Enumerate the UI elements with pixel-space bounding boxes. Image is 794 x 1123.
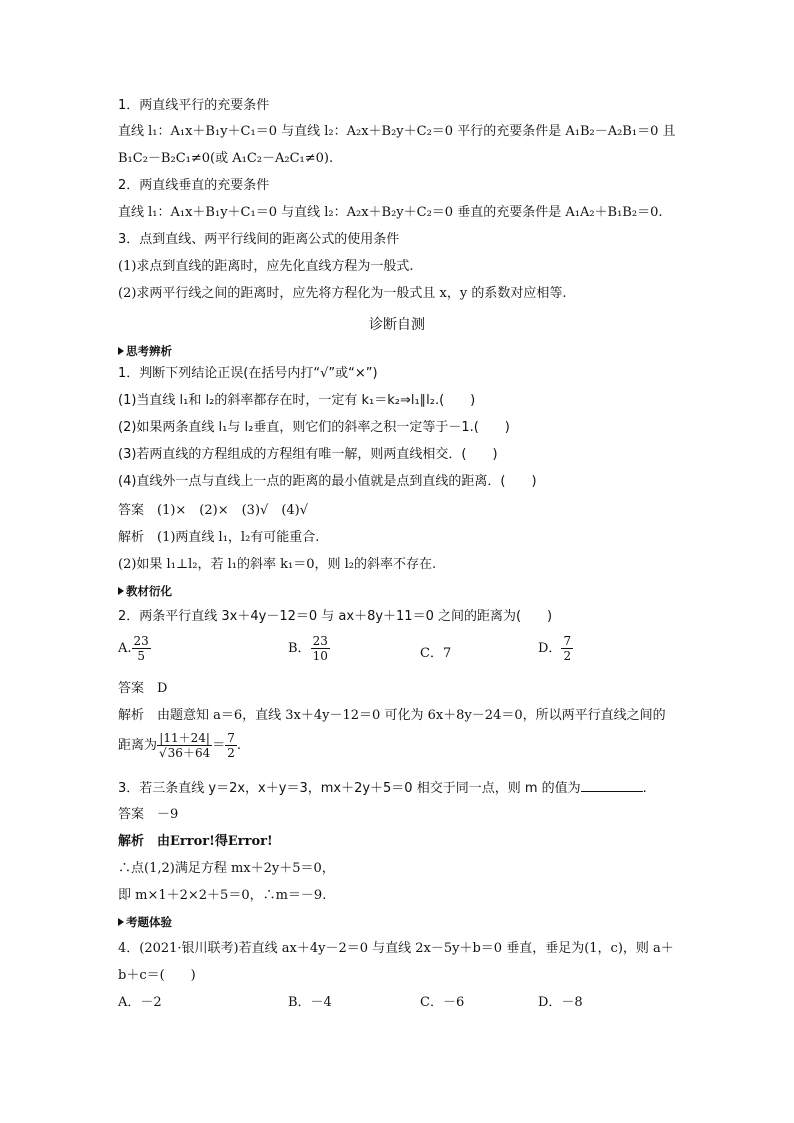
q1-explanation2: (2)如果 l₁⊥l₂，若 l₁的斜率 k₁＝0，则 l₂的斜率不存在. bbox=[118, 557, 437, 572]
q1-item1: (1)当直线 l₁和 l₂的斜率都存在时，一定有 k₁＝k₂⇒l₁∥l₂.( ) bbox=[118, 393, 476, 408]
q1-item2: (2)如果两条直线 l₁与 l₂垂直，则它们的斜率之积一定等于－1.( ) bbox=[118, 420, 510, 435]
answer-blank bbox=[581, 779, 643, 792]
point1-title: 1．两直线平行的充要条件 bbox=[118, 98, 270, 113]
section-label: 思考辨析 bbox=[126, 344, 172, 358]
option-label: D． bbox=[538, 641, 562, 656]
text: ＝ bbox=[212, 738, 226, 753]
section-label: 考题体验 bbox=[126, 915, 172, 929]
numerator: 23 bbox=[312, 634, 328, 648]
q2-answer: 答案 D bbox=[118, 681, 168, 696]
denominator: 5 bbox=[137, 649, 145, 663]
q2-stem: 2．两条平行直线 3x＋4y－12＝0 与 ax＋8y＋11＝0 之间的距离为( ) bbox=[118, 609, 553, 624]
q2-explanation2 bbox=[118, 731, 241, 761]
section-marker-thinking bbox=[118, 342, 172, 361]
section-title: 诊断自测 bbox=[369, 317, 425, 333]
section-label: 教材衍化 bbox=[126, 584, 172, 598]
sqrt-content: 36＋64 bbox=[167, 746, 211, 760]
q4-option-a: A．－2 bbox=[118, 995, 162, 1010]
point3-title: 3．点到直线、两平行线间的距离公式的使用条件 bbox=[118, 232, 400, 247]
q4-stem-line1: 4．(2021·银川联考)若直线 ax＋4y－2＝0 与直线 2x－5y＋b＝0 垂直，垂足为(1，c)，则 a＋ bbox=[118, 941, 674, 956]
fraction bbox=[311, 634, 330, 663]
point2-body: 直线 l₁：A₁x＋B₁y＋C₁＝0 与直线 l₂：A₂x＋B₂y＋C₂＝0 垂直的充要条件是 A₁A₂＋B₁B₂＝0. bbox=[118, 205, 663, 220]
text: . bbox=[642, 781, 647, 796]
numerator: |11＋24| bbox=[157, 731, 212, 746]
fraction bbox=[561, 634, 573, 663]
option-label: A. bbox=[118, 641, 132, 656]
q4-option-d: D．－8 bbox=[538, 995, 583, 1010]
numerator: 7 bbox=[227, 731, 235, 745]
fraction bbox=[157, 731, 212, 760]
triangle-marker-icon bbox=[118, 918, 124, 926]
q1-answer: 答案 (1)× (2)× (3)√ (4)√ bbox=[118, 503, 309, 518]
fraction bbox=[132, 634, 151, 663]
fraction bbox=[225, 731, 237, 760]
numerator: 7 bbox=[563, 634, 572, 648]
section-marker-exam bbox=[118, 913, 172, 932]
point1-body-line1: 直线 l₁：A₁x＋B₁y＋C₁＝0 与直线 l₂：A₂x＋B₂y＋C₂＝0 平行的充要条件是 A₁B₂－A₂B₁＝0 且 bbox=[118, 124, 676, 139]
text: . bbox=[236, 738, 242, 753]
q1-item3: (3)若两直线的方程组成的方程组有唯一解，则两直线相交．( ) bbox=[118, 447, 498, 462]
q4-option-b: B．－4 bbox=[288, 995, 332, 1010]
q2-explanation1: 解析 由题意知 a＝6，直线 3x＋4y－12＝0 可化为 6x＋8y－24＝0，所以两平行直线之间的 bbox=[118, 708, 666, 723]
q3-explanation2: ∴点(1,2)满足方程 mx＋2y＋5＝0， bbox=[118, 861, 335, 876]
triangle-marker-icon bbox=[118, 347, 124, 355]
denominator: 2 bbox=[227, 746, 235, 760]
numerator: 23 bbox=[133, 634, 149, 648]
q1-stem: 1．判断下列结论正误(在括号内打“√”或“×”) bbox=[118, 366, 378, 381]
q4-option-c: C．－6 bbox=[420, 995, 465, 1010]
q2-option-b bbox=[288, 634, 330, 663]
option-label: B． bbox=[288, 641, 311, 656]
q1-item4: (4)直线外一点与直线上一点的距离的最小值就是点到直线的距离．( ) bbox=[118, 474, 537, 489]
q4-stem-line2: b＋c＝( ) bbox=[118, 968, 196, 983]
text: 3．若三条直线 y＝2x，x＋y＝3，mx＋2y＋5＝0 相交于同一点，则 m 的值为 bbox=[118, 781, 581, 796]
text: 距离为 bbox=[118, 738, 158, 753]
q1-explanation1: 解析 (1)两直线 l₁，l₂有可能重合. bbox=[118, 530, 320, 545]
denominator: 10 bbox=[312, 649, 328, 663]
point3-item1: (1)求点到直线的距离时，应先化直线方程为一般式. bbox=[118, 259, 414, 274]
q2-option-c: C．7 bbox=[420, 646, 452, 661]
section-marker-textbook bbox=[118, 582, 172, 601]
q3-explanation1: 解析 由Error!得Error! bbox=[118, 834, 273, 849]
q3-explanation3: 即 m×1＋2×2＋5＝0，∴m＝－9. bbox=[118, 888, 327, 903]
q2-option-d bbox=[538, 634, 573, 663]
q3-answer: 答案 －9 bbox=[118, 807, 179, 822]
denominator: 2 bbox=[563, 649, 572, 663]
denominator: √36＋64 bbox=[159, 746, 211, 760]
point1-body-line2: B₁C₂－B₂C₁≠0(或 A₁C₂－A₂C₁≠0). bbox=[118, 151, 334, 166]
point2-title: 2．两直线垂直的充要条件 bbox=[118, 178, 270, 193]
point3-item2: (2)求两平行线之间的距离时，应先将方程化为一般式且 x，y 的系数对应相等. bbox=[118, 286, 567, 301]
q2-option-a bbox=[118, 634, 151, 663]
q3-stem bbox=[118, 779, 647, 798]
triangle-marker-icon bbox=[118, 587, 124, 595]
